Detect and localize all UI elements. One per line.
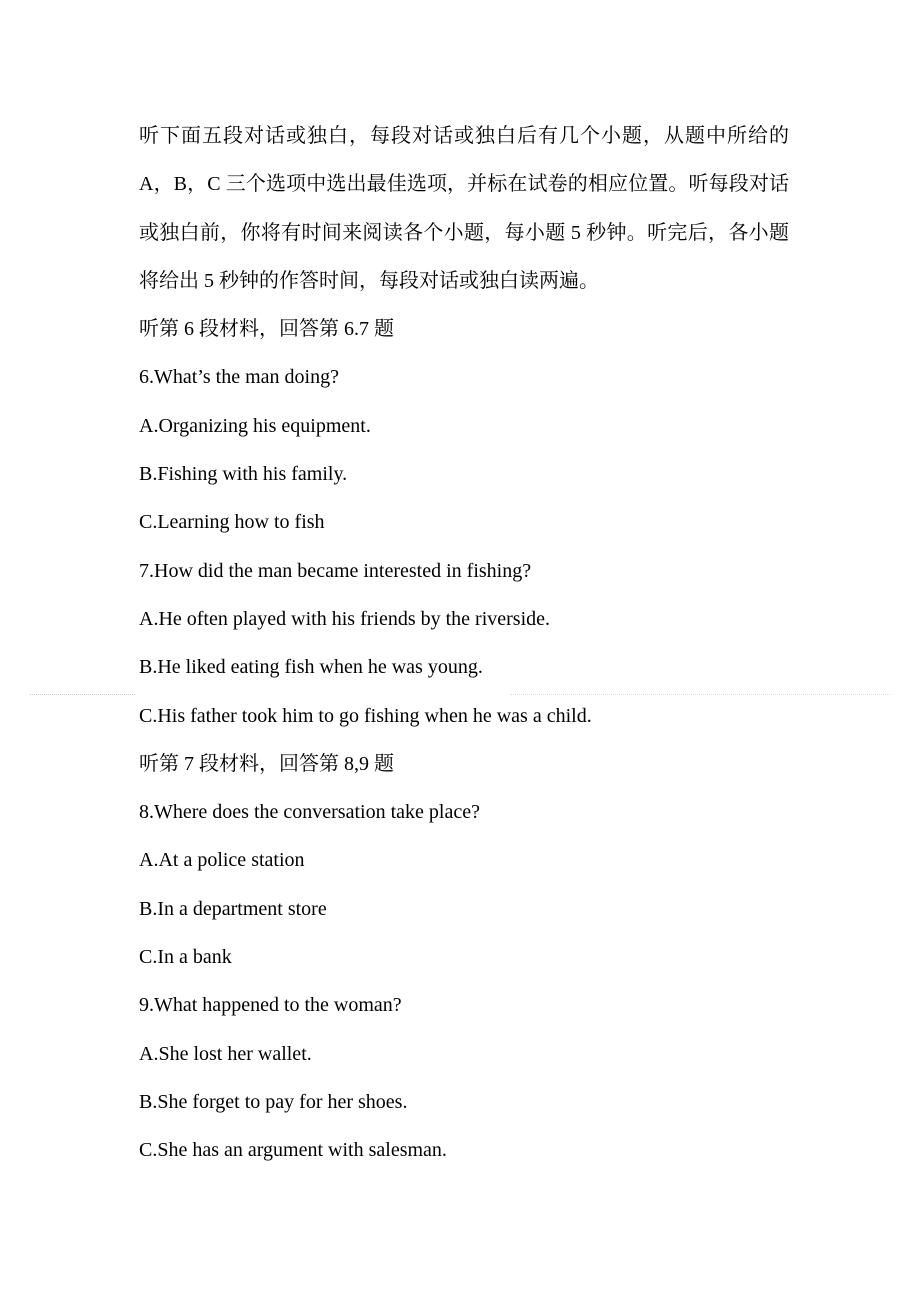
question-text: 9.What happened to the woman? xyxy=(139,994,402,1017)
answer-option: B.He liked eating fish when he was young. xyxy=(139,656,483,679)
question-text: 8.Where does the conversation take place? xyxy=(139,801,480,824)
instructions-paragraph: 听下面五段对话或独白，每段对话或独白后有几个小题，从题中所给的 A，B，C 三个选项中选出最佳选项，并标在试卷的相应位置。听每段对话或独白前，你将有时间来阅读各个小题，每小题 5 秒钟。听完后，各小题将给出 5 秒钟的作答时间，每段对话或独白读两遍。 xyxy=(139,125,789,292)
answer-option: C.Learning how to fish xyxy=(139,511,325,534)
section-heading: 听第 6 段材料，回答第 6.7 题 xyxy=(139,318,394,341)
question-text: 7.How did the man became interested in fishing? xyxy=(139,559,532,582)
answer-option: A.At a police station xyxy=(139,849,305,872)
answer-option: B.Fishing with his family. xyxy=(139,463,348,486)
answer-option: C.His father took him to go fishing when he was a child. xyxy=(139,704,592,727)
answer-option: C.In a bank xyxy=(139,946,232,969)
answer-option: A.He often played with his friends by the riverside. xyxy=(139,607,551,630)
answer-option: A.She lost her wallet. xyxy=(139,1042,312,1065)
answer-option: B.She forget to pay for her shoes. xyxy=(139,1090,408,1113)
section-heading: 听第 7 段材料，回答第 8,9 题 xyxy=(139,752,394,775)
answer-option: C.She has an argument with salesman. xyxy=(139,1139,447,1162)
question-text: 6.What’s the man doing? xyxy=(139,366,339,389)
answer-option: A.Organizing his equipment. xyxy=(139,414,371,437)
answer-option: B.In a department store xyxy=(139,897,327,920)
page-break-divider-left xyxy=(30,694,135,695)
document-body xyxy=(139,112,789,1175)
